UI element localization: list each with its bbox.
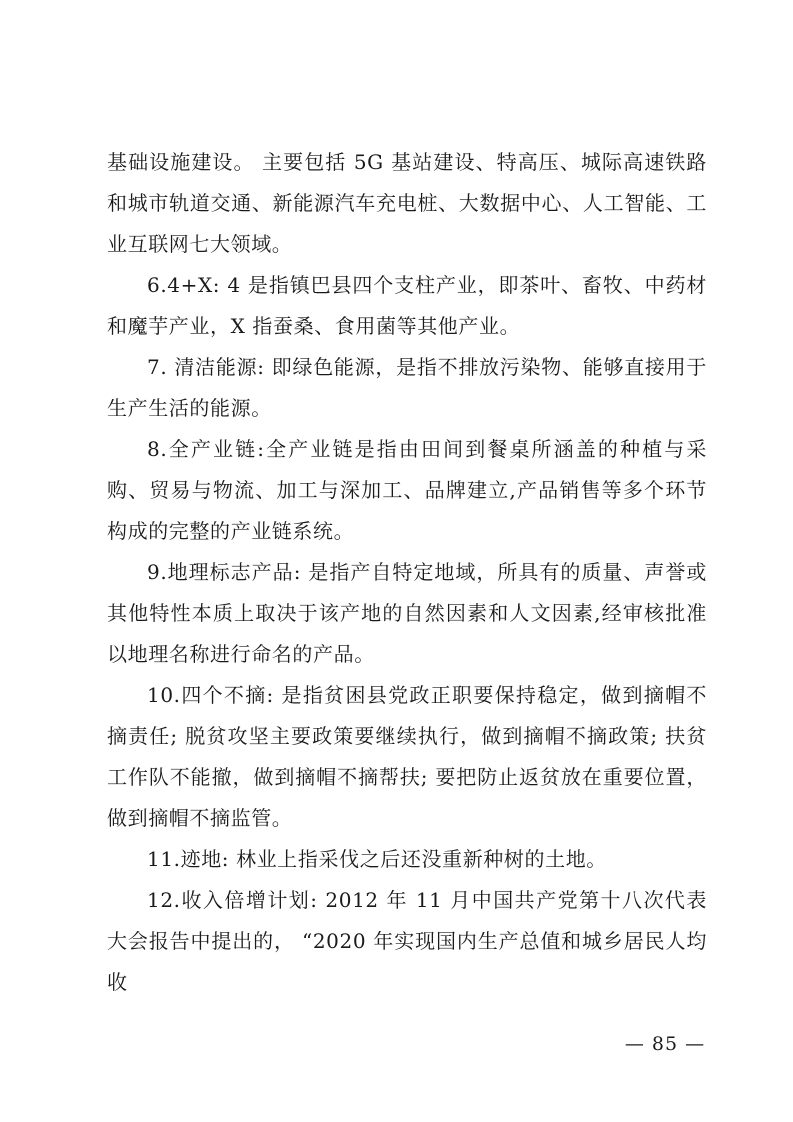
paragraph-4x-industries: 6.4+X: 4 是指镇巴县四个支柱产业，即茶叶、畜牧、中药材和魔芋产业，X 指蚕桑、食用菌等其他产业。 — [107, 273, 707, 338]
paragraph-four-no-removals: 10.四个不摘: 是指贫困县党政正职要保持稳定，做到摘帽不摘责任; 脱贫攻坚主要政策要继续执行，做到摘帽不摘政策; 扶贫工作队不能撤，做到摘帽不摘帮扶; 要把防止返贫放在重要位置，做到摘帽不摘监管。 — [107, 683, 707, 830]
paragraph-geographical-indication: 9.地理标志产品: 是指产自特定地域，所具有的质量、声誉或其他特性本质上取决于该产地的自然因素和人文因素,经审核批准以地理名称进行命名的产品。 — [107, 560, 707, 666]
body-text — [107, 142, 707, 1003]
paragraph-infrastructure-continued: 基础设施建设。 主要包括 5G 基站建设、特高压、城际高速铁路和城市轨道交通、新能源汽车充电桩、大数据中心、人工智能、工业互联网七大领域。 — [107, 150, 707, 256]
page-number: — 85 — — [624, 1033, 706, 1055]
paragraph-clean-energy: 7. 清洁能源: 即绿色能源，是指不排放污染物、能够直接用于生产生活的能源。 — [107, 355, 707, 420]
paragraph-cutover-land: 11.迹地: 林业上指采伐之后还没重新种树的土地。 — [147, 847, 607, 871]
paragraph-full-industry-chain: 8.全产业链:全产业链是指由田间到餐桌所涵盖的种植与采购、贸易与物流、加工与深加工、品牌建立,产品销售等多个环节构成的完整的产业链系统。 — [107, 437, 707, 543]
paragraph-income-doubling-plan: 12.收入倍增计划: 2012 年 11 月中国共产党第十八次代表大会报告中提出的， “2020 年实现国内生产总值和城乡居民人均收 — [107, 888, 707, 994]
